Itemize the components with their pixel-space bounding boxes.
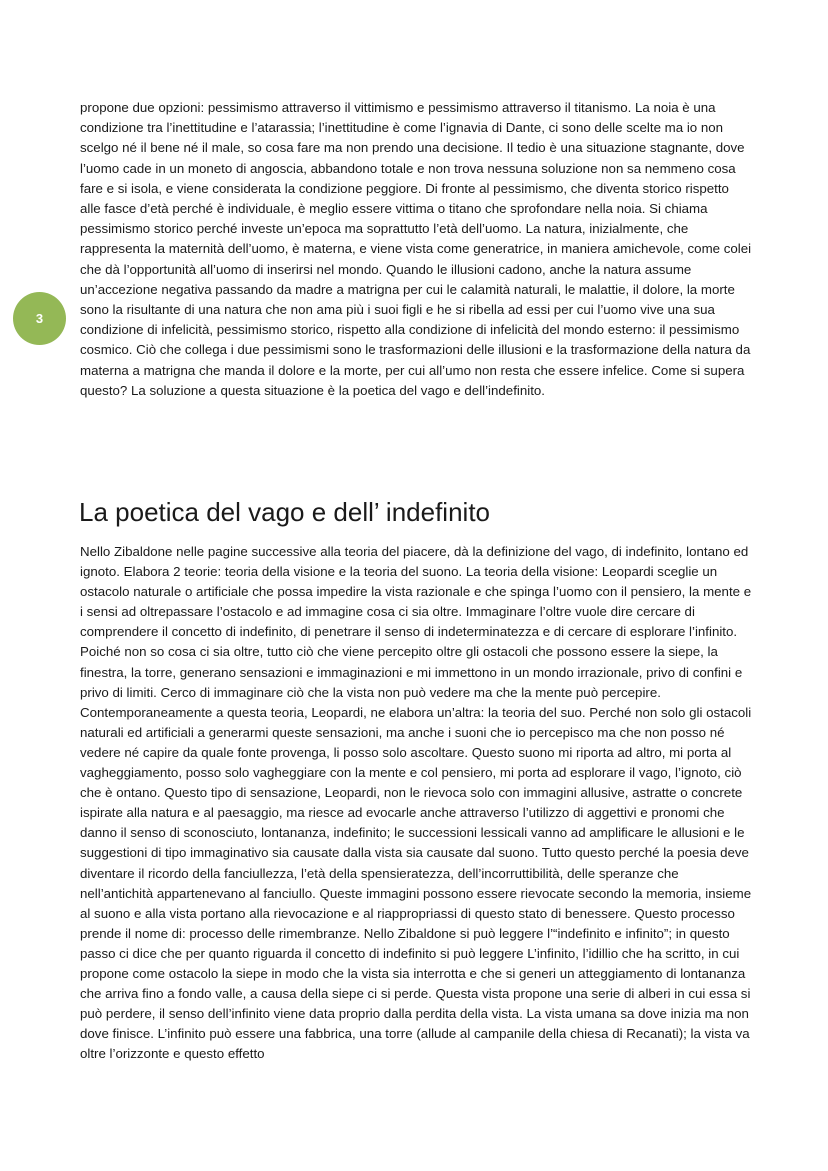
intro-paragraph: propone due opzioni: pessimismo attraverso il vittimismo e pessimismo attraverso il titanismo. La noia è una condizione tra l’inettitudine e l’atarassia; l’inettitudine è come l’ignavia di Dante, ci sono delle scelte ma io non scelgo né il bene né il male, so cosa fare ma non prendo una decisione. Il tedio è una situazione stagnante, dove l’uomo cade in un moneto di angoscia, abbandono totale e non trova nessuna soluzione non sa nemmeno cosa fare e si isola, e viene considerata la condizione peggiore. Di fronte al pessimismo, che diventa storico rispetto alle fasce d’età perché è individuale, è meglio essere vittima o titano che sprofondare nella noia. Si chiama pessimismo storico perché investe un’epoca ma soprattutto l’età dell’uomo. La natura, inizialmente, che rappresenta la maternità dell’uomo, è materna, e viene vista come generatrice, in maniera amichevole, come colei che dà l’opportunità all’uomo di inserirsi nel mondo. Quando le illusioni cadono, anche la natura assume un’accezione negativa passando da madre a matrigna per cui le calamità naturali, le malattie, il dolore, la morte sono la risultante di una natura che non ama più i suoi figli e he si ribella ad essi per cui l’uomo vive una sua condizione di infelicità, pessimismo storico, rispetto alla condizione di infelicità del mondo esterno: il pessimismo cosmico. Ciò che collega i due pessimismi sono le trasformazioni delle illusioni e la trasformazione della natura da materna a matrigna che manda il dolore e la morte, per cui all’umo non resta che essere infelice. Come si supera questo? La soluzione a questa situazione è la poetica del vago e dell’indefinito. <box>80 100 752 398</box>
page-number: 3 <box>35 311 44 326</box>
section-heading: La poetica del vago e dell’ indefinito <box>79 497 490 527</box>
page-number-badge <box>13 292 66 345</box>
section-paragraph: Nello Zibaldone nelle pagine successive alla teoria del piacere, dà la definizione del vago, di indefinito, lontano ed ignoto. Elabora 2 teorie: teoria della visione e la teoria del suono. La teoria della visione: Leopardi sceglie un ostacolo naturale o artificiale che possa impedire la vista razionale e che spinga l’uomo con il pensiero, la mente e i sensi ad oltrepassare l’ostacolo e ad immagine cosa ci sia oltre. Immaginare l’oltre vuole dire cercare di comprendere il concetto di indefinito, di penetrare il senso di indeterminatezza e di cercare di esplorare l’infinito. Poiché non so cosa ci sia oltre, tutto ciò che viene percepito oltre gli ostacoli che possono essere la siepe, la finestra, la torre, generano sensazioni e immaginazioni e mi immettono in un mondo irrazionale, privo di confini e privo di limiti. Cerco di immaginare ciò che la vista non può vedere ma che la mente può percepire. Contemporaneamente a questa teoria, Leopardi, ne elabora un’altra: la teoria del suo. Perché non solo gli ostacoli naturali ed artificiali a generarmi queste sensazioni, ma anche i suoni che io percepisco ma che non posso né vedere né capire da quale fonte provenga, li posso solo ascoltare. Questo suono mi riporta ad altro, mi porta al vagheggiamento, posso solo vagheggiare con la mente e col pensiero, mi porta ad esplorare il vago, l’ignoto, ciò che è ontano. Questo tipo di sensazione, Leopardi, non le rievoca solo con immagini allusive, astratte o concrete ispirate alla natura e al paesaggio, ma riesce ad evocarle anche attraverso l’utilizzo di aggettivi e pronomi che danno il senso di sconosciuto, lontananza, indefinito; le successioni lessicali vanno ad amplificare le allusioni e le suggestioni di tipo immaginativo sia causate dalla vista sia causate dal suono. Tutto questo perché la poesia deve diventare il ricordo della fanciullezza, l’età della spensieratezza, dell’incorruttibilità, delle speranze che nell’antichità appartenevano al fanciullo. Queste immagini possono essere rievocate secondo la memoria, insieme al suono e alla vista portano alla rievocazione e al riappropriassi di questo stato di benessere. Questo processo prende il nome di: processo delle rimembranze. Nello Zibaldone si può leggere l’“indefinito e infinito”; in questo passo ci dice che per quanto riguarda il concetto di indefinito si può leggere L’infinito, l’idillio che ha scritto, in cui propone come ostacolo la siepe in modo che la vista sia interrotta e che si generi un atteggiamento di lontananza che arriva fino a fondo valle, a causa della siepe ci si perde. Questa vista propone una serie di alberi in cui essa si può perdere, il senso dell’infinito viene data proprio dalla perdita della vista. La vista umana sa dove inizia ma non dove finisce. L’infinito può essere una fabbrica, una torre (allude al campanile della chiesa di Recanati); la vista va oltre l’orizzonte e questo effetto <box>80 544 752 1062</box>
